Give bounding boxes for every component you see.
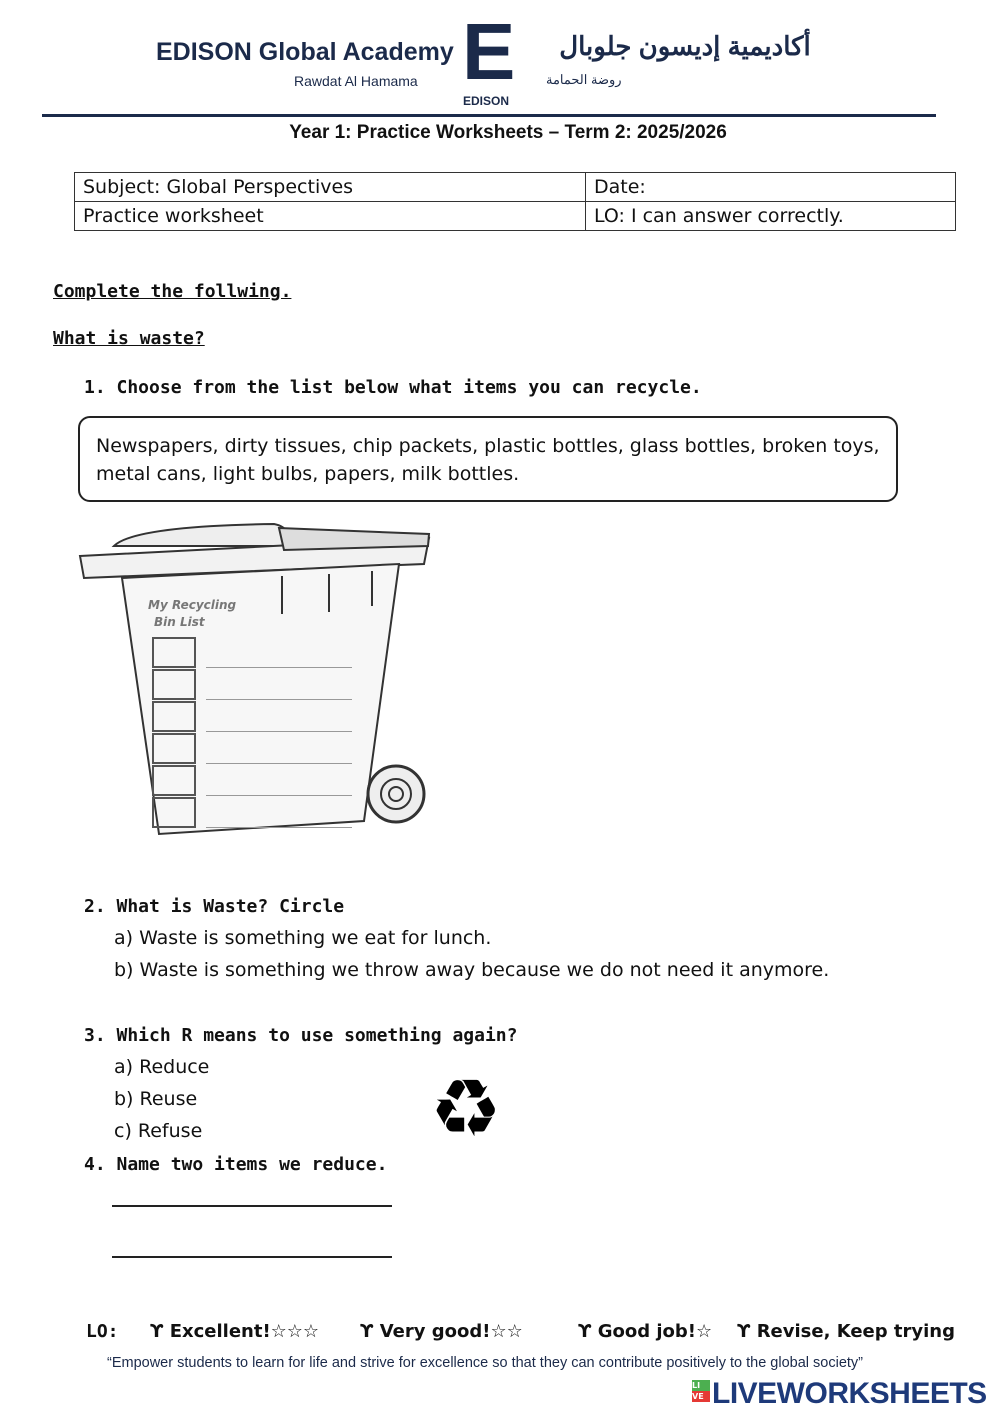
bin-answer-line[interactable] — [206, 763, 352, 764]
edison-logo: E — [462, 7, 516, 96]
liveworksheets-badge — [692, 1380, 710, 1402]
info-table — [74, 172, 956, 231]
bin-answer-box[interactable] — [152, 637, 196, 668]
bin-answer-box[interactable] — [152, 669, 196, 700]
recycling-bin — [74, 516, 439, 856]
q2-option-a[interactable]: a) Waste is something we eat for lunch. — [114, 927, 492, 949]
question-4: 4. Name two items we reduce. — [84, 1154, 388, 1175]
liveworksheets-watermark: LIVEWORKSHEETS — [712, 1377, 987, 1410]
edison-logo-word: EDISON — [463, 94, 510, 108]
question-2: 2. What is Waste? Circle — [84, 896, 345, 917]
bin-label-2: Bin List — [154, 615, 205, 629]
footer-lo-label: LO: — [86, 1321, 119, 1342]
bin-label-1: My Recycling — [148, 598, 237, 612]
date-field[interactable]: Date: — [586, 173, 956, 202]
subject-cell: Subject: Global Perspectives — [75, 173, 586, 202]
badge-top: LI — [692, 1380, 710, 1391]
school-name-en: EDISON Global Academy — [156, 38, 454, 66]
section-heading: What is waste? — [53, 328, 205, 349]
bin-answer-box[interactable] — [152, 765, 196, 796]
q3-option-c[interactable]: c) Refuse — [114, 1120, 203, 1142]
bin-answer-list — [152, 636, 352, 828]
q2-option-b[interactable]: b) Waste is something we throw away because we do not need it anymore. — [114, 959, 830, 981]
badge-bottom: VE — [692, 1391, 710, 1402]
bin-answer-line[interactable] — [206, 731, 352, 732]
level-very-good: ϒ Very good!☆☆ — [360, 1321, 523, 1342]
level-revise: ϒ Revise, Keep trying — [737, 1321, 955, 1342]
school-name-ar: أكاديمية إديسون جلوبال — [559, 31, 811, 61]
question-1: 1. Choose from the list below what items you can recycle. — [84, 377, 702, 398]
question-3: 3. Which R means to use something again? — [84, 1025, 518, 1046]
q4-answer-line-1[interactable] — [112, 1205, 392, 1207]
bin-answer-box[interactable] — [152, 701, 196, 732]
bin-answer-line[interactable] — [206, 795, 352, 796]
bin-answer-line[interactable] — [206, 827, 352, 828]
page-title: Year 1: Practice Worksheets – Term 2: 2025/2026 — [289, 122, 727, 143]
instructions: Complete the follwing. — [53, 281, 292, 302]
bin-answer-line[interactable] — [206, 699, 352, 700]
q3-option-b[interactable]: b) Reuse — [114, 1088, 198, 1110]
level-good-job: ϒ Good job!☆ — [578, 1321, 713, 1342]
q4-answer-line-2[interactable] — [112, 1256, 392, 1258]
bin-answer-box[interactable] — [152, 733, 196, 764]
word-list: Newspapers, dirty tissues, chip packets, plastic bottles, glass bottles, broken toys, metal cans, light bulbs, papers, milk bottles. — [96, 435, 880, 485]
word-list-box — [78, 416, 898, 502]
branch-name-ar: روضة الحمامة — [546, 72, 622, 87]
worksheet-type-cell: Practice worksheet — [75, 202, 586, 231]
recycle-icon: ♻ — [430, 1062, 502, 1155]
bin-answer-box[interactable] — [152, 797, 196, 828]
level-excellent: ϒ Excellent!☆☆☆ — [150, 1321, 320, 1342]
branch-name-en: Rawdat Al Hamama — [294, 73, 418, 89]
school-motto: “Empower students to learn for life and strive for excellence so that they can contribute positively to the global society” — [107, 1355, 863, 1371]
header-divider — [42, 114, 936, 117]
lo-cell: LO: I can answer correctly. — [586, 202, 956, 231]
q3-option-a[interactable]: a) Reduce — [114, 1056, 210, 1078]
bin-answer-line[interactable] — [206, 667, 352, 668]
